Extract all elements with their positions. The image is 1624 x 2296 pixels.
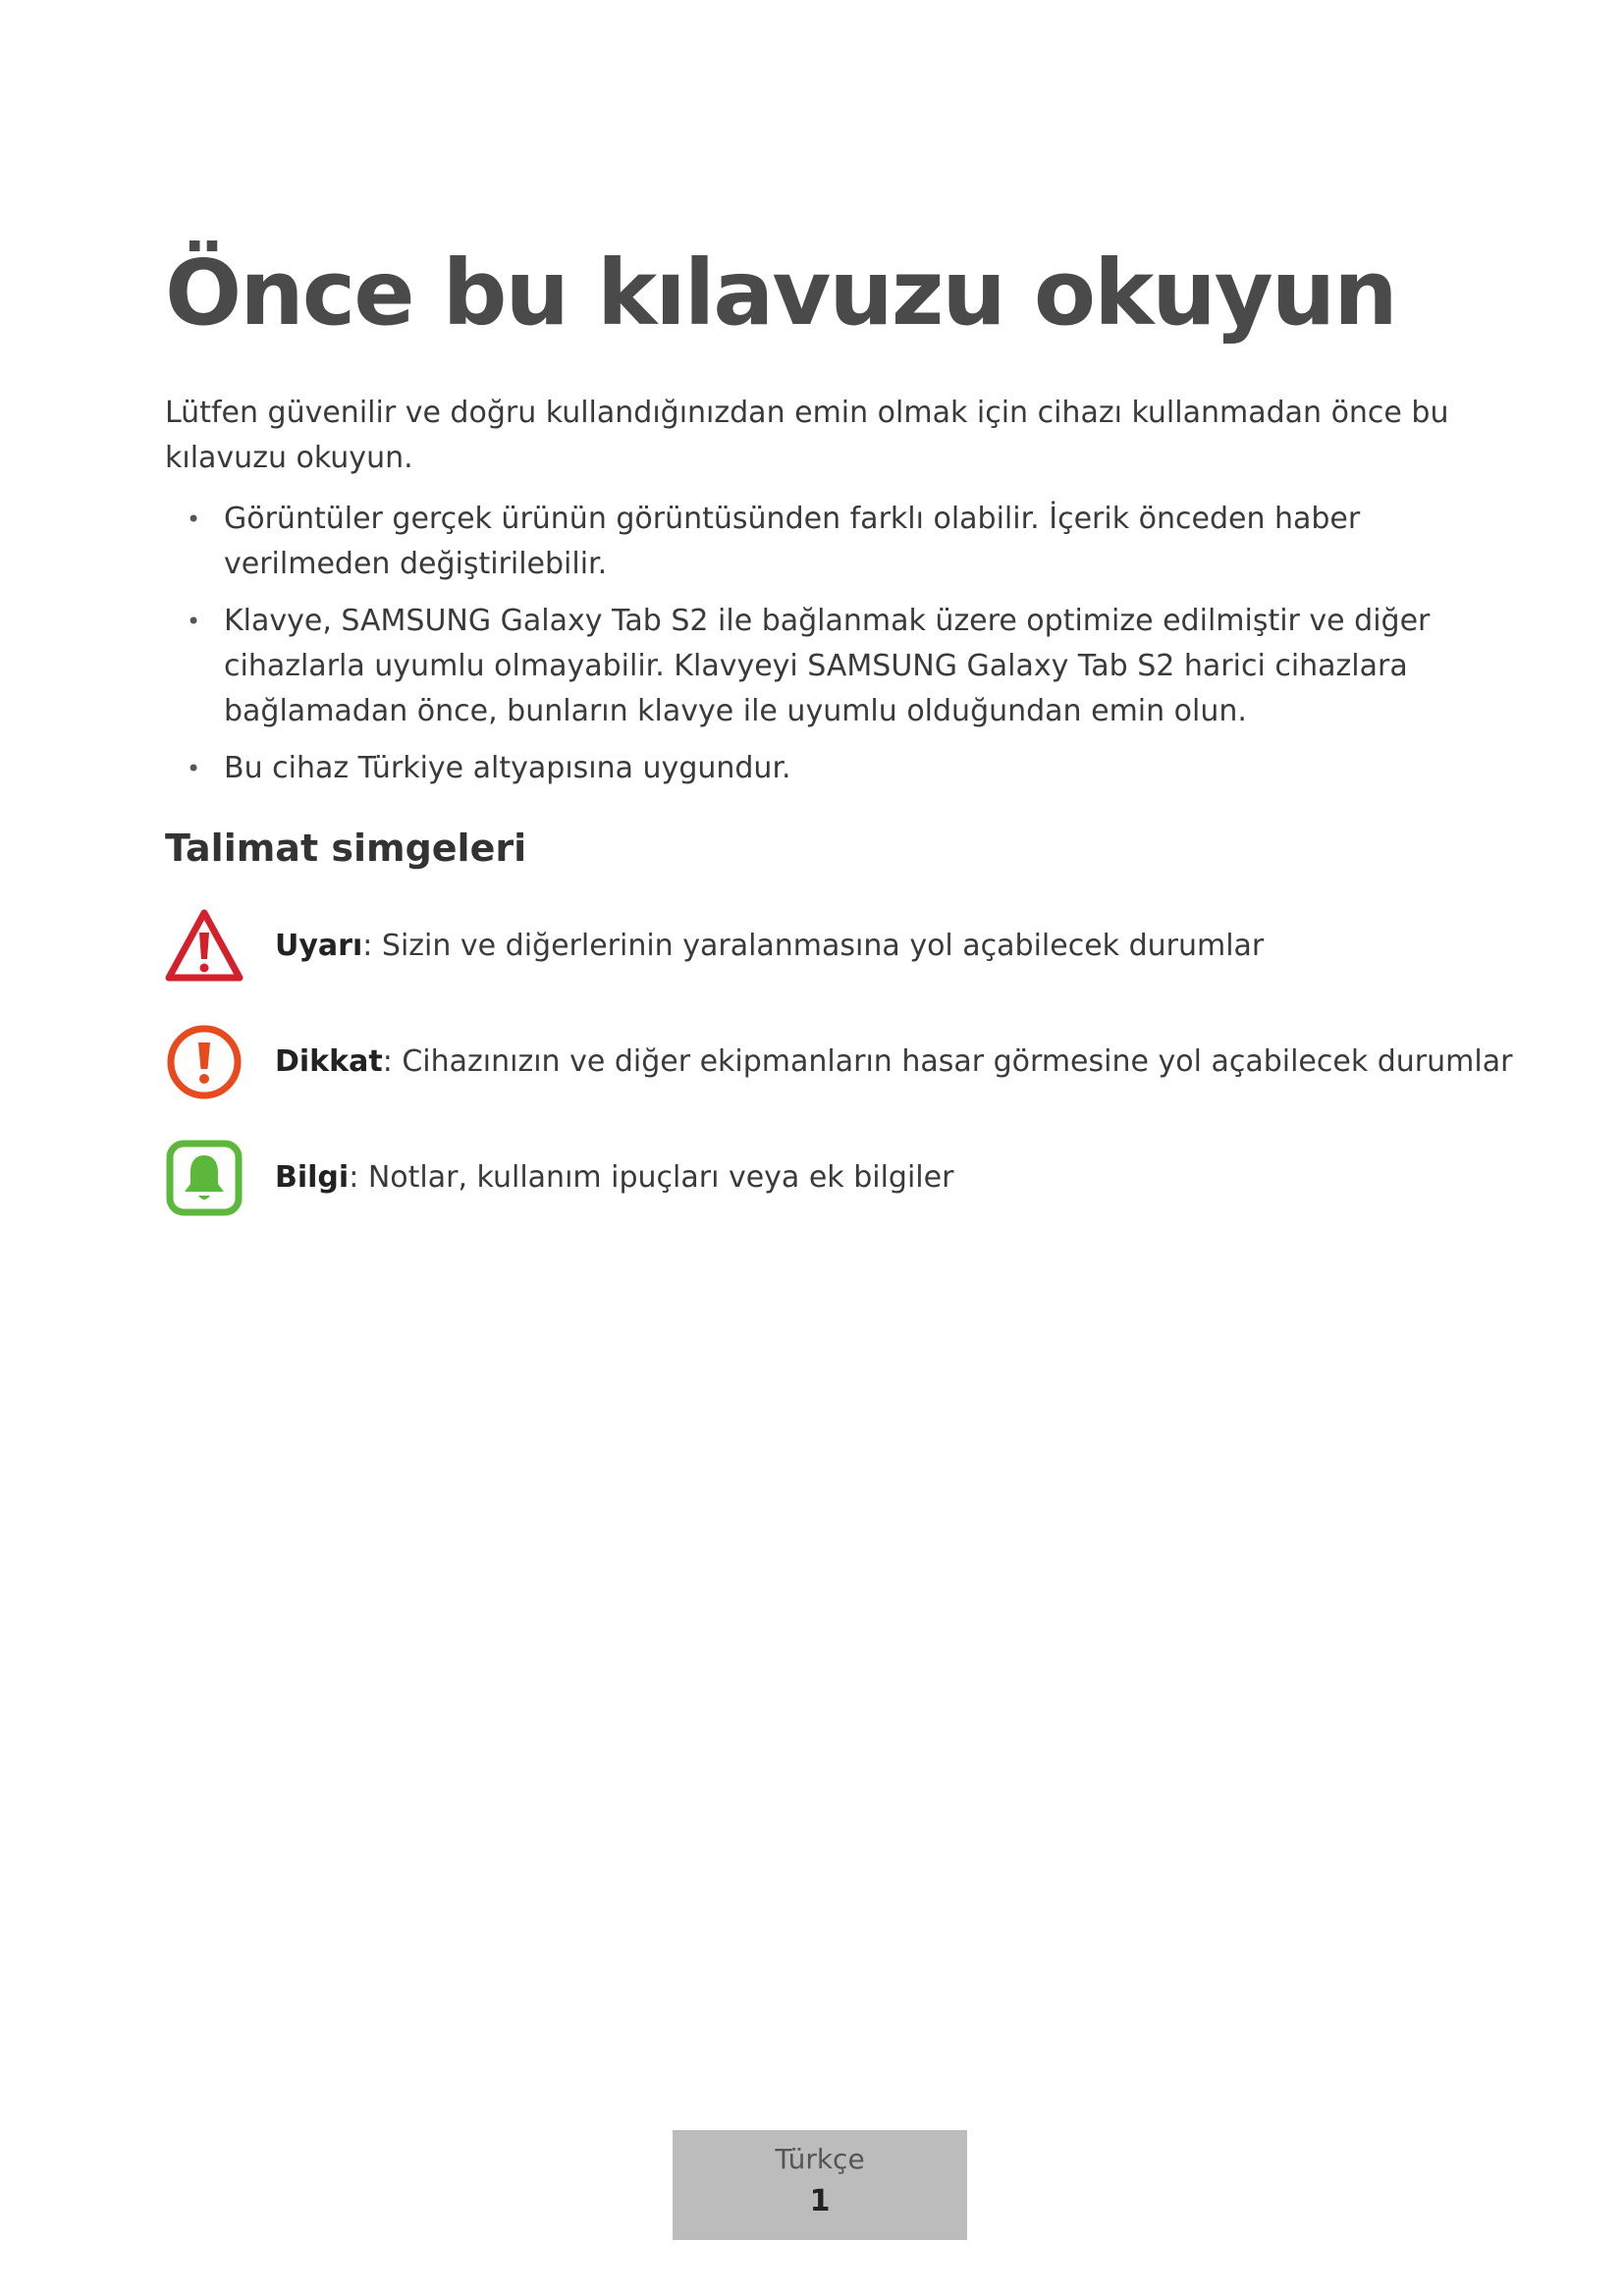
symbol-description: Sizin ve diğerlerinin yaralanmasına yol açabilecek durumlar <box>372 929 1265 963</box>
caution-circle-icon <box>165 1023 244 1101</box>
symbol-info-row <box>165 1139 1500 1217</box>
intro-paragraph: Lütfen güvenilir ve doğru kullandığınızdan emin olmak için cihazı kullanmadan önce bu kılavuzu okuyun. <box>165 396 1449 475</box>
symbol-warning-text <box>275 926 1264 967</box>
symbol-description: Cihazınızın ve diğer ekipmanların hasar görmesine yol açabilecek durumlar <box>392 1044 1513 1079</box>
warning-triangle-icon <box>165 907 244 986</box>
bullet-marker: • <box>187 755 201 782</box>
list-item <box>165 599 1481 734</box>
symbol-separator: : <box>349 1160 359 1195</box>
list-item-text: Bu cihaz Türkiye altyapısına uygundur. <box>224 751 791 785</box>
list-item <box>165 746 1481 791</box>
bullet-marker: • <box>187 506 201 533</box>
symbol-term: Dikkat <box>275 1044 383 1079</box>
list-item-text: Klavye, SAMSUNG Galaxy Tab S2 ile bağlanmak üzere optimize edilmiştir ve diğer cihazlarla uyumlu olmayabilir. Klavyeyi SAMSUNG Galaxy Tab S2 harici cihazlara bağlamadan önce, bunların klavye ile uyumlu olduğundan emin olun. <box>224 604 1431 728</box>
symbol-warning-row <box>165 907 1500 986</box>
symbol-caution-row <box>165 1023 1513 1101</box>
list-item-text: Görüntüler gerçek ürünün görüntüsünden farklı olabilir. İçerik önceden haber verilmeden değiştirilebilir. <box>224 502 1361 581</box>
symbol-separator: : <box>382 1044 393 1079</box>
bullet-marker: • <box>187 608 201 635</box>
page-footer <box>673 2130 967 2240</box>
page-number: 1 <box>809 2184 831 2218</box>
symbol-term: Bilgi <box>275 1160 350 1195</box>
footer-language: Türkçe <box>775 2143 865 2175</box>
symbol-separator: : <box>362 929 373 963</box>
symbol-info-text <box>275 1157 953 1199</box>
notice-list <box>165 497 1481 803</box>
list-item <box>165 497 1481 587</box>
page-title: Önce bu kılavuzu okuyun <box>165 240 1396 346</box>
symbol-term: Uyarı <box>275 929 363 963</box>
symbol-description: Notlar, kullanım ipuçları veya ek bilgiler <box>358 1160 954 1195</box>
bell-icon <box>165 1139 244 1217</box>
section-title: Talimat simgeleri <box>165 827 527 870</box>
symbol-caution-text <box>275 1041 1512 1083</box>
